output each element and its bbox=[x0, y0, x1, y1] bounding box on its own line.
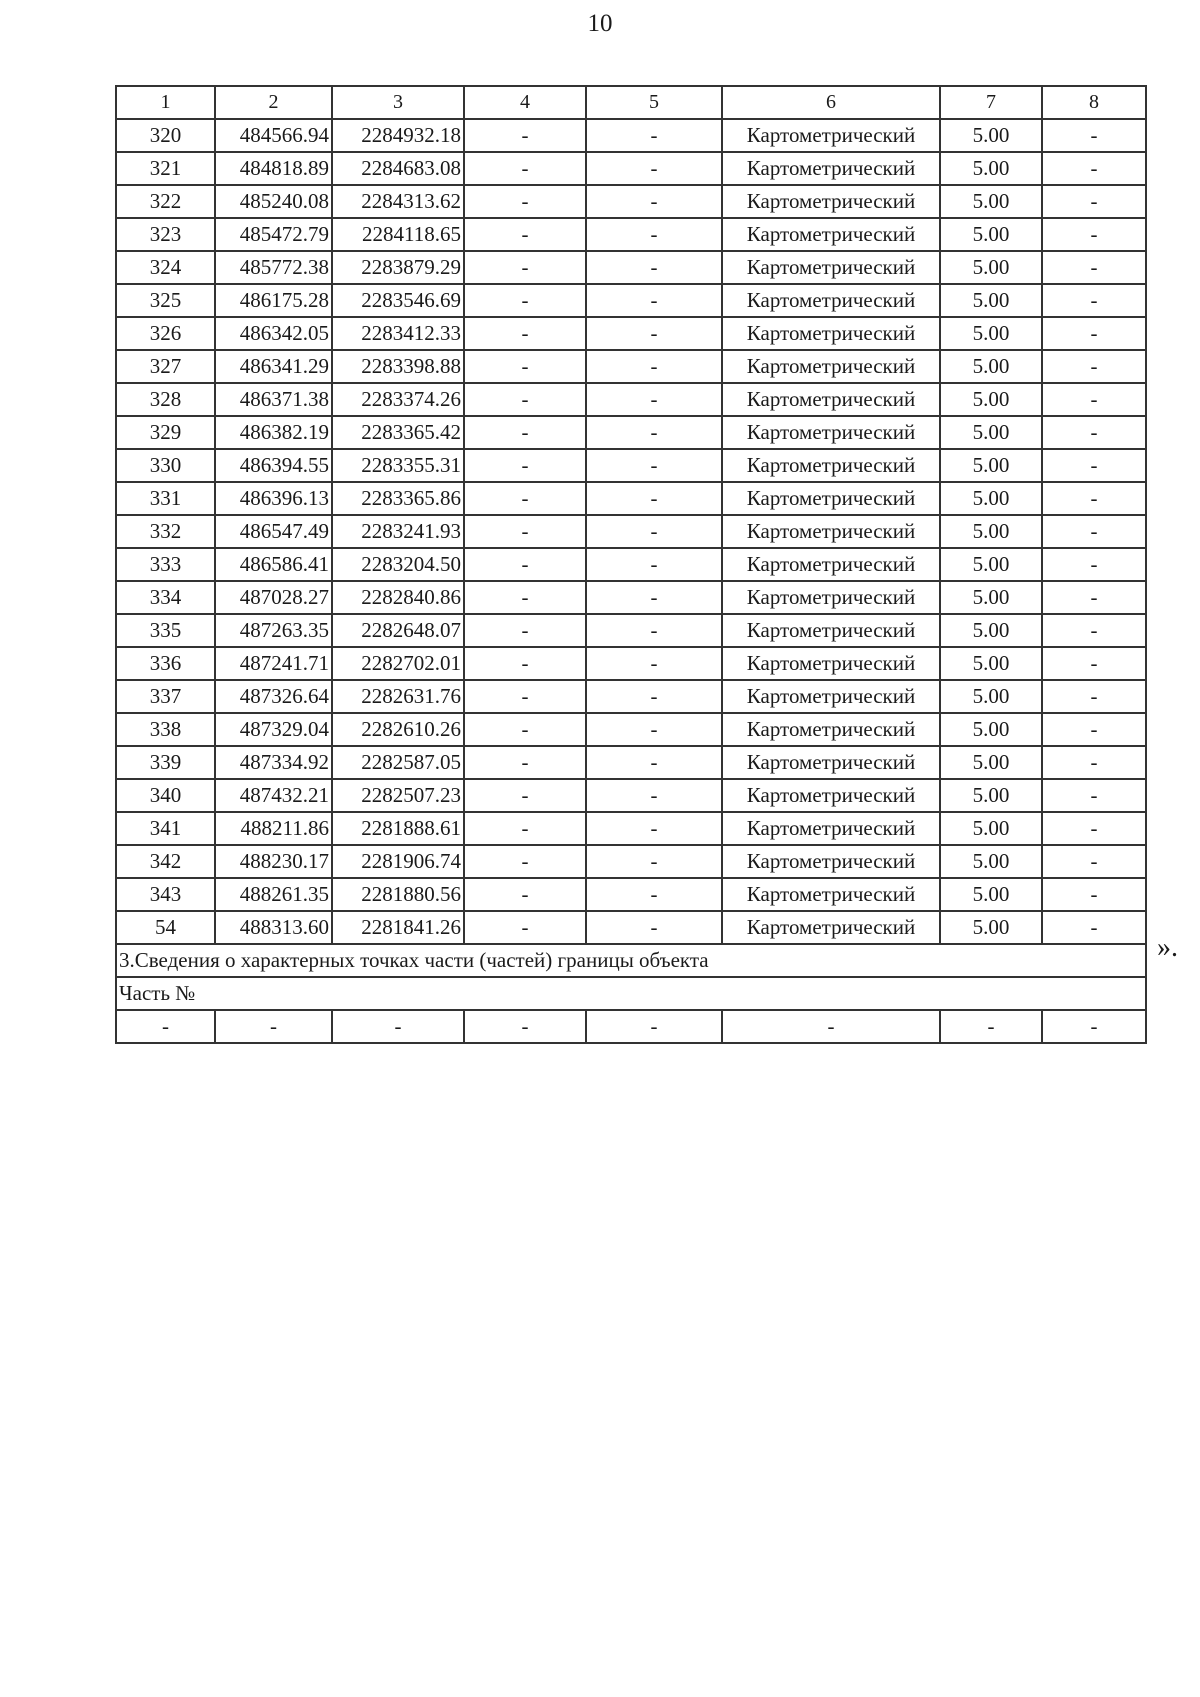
col5-value: - bbox=[586, 482, 722, 515]
x-coordinate: 486394.55 bbox=[215, 449, 332, 482]
accuracy: 5.00 bbox=[940, 746, 1042, 779]
col8-value: - bbox=[1042, 482, 1146, 515]
method: Картометрический bbox=[722, 581, 940, 614]
accuracy: 5.00 bbox=[940, 350, 1042, 383]
point-number: 54 bbox=[116, 911, 215, 944]
col8-value: - bbox=[1042, 317, 1146, 350]
table-body bbox=[116, 86, 1146, 1043]
col8-value: - bbox=[1042, 185, 1146, 218]
col8-value: - bbox=[1042, 647, 1146, 680]
col8-value: - bbox=[1042, 680, 1146, 713]
col4-value: - bbox=[464, 614, 586, 647]
x-coordinate: 486175.28 bbox=[215, 284, 332, 317]
point-number: 332 bbox=[116, 515, 215, 548]
table-header-row bbox=[116, 86, 1146, 119]
accuracy: 5.00 bbox=[940, 152, 1042, 185]
accuracy: 5.00 bbox=[940, 911, 1042, 944]
method: Картометрический bbox=[722, 317, 940, 350]
table-row bbox=[116, 911, 1146, 944]
y-coordinate: 2282631.76 bbox=[332, 680, 464, 713]
col5-value: - bbox=[586, 746, 722, 779]
y-coordinate: 2283241.93 bbox=[332, 515, 464, 548]
col4-value: - bbox=[464, 779, 586, 812]
x-coordinate: 488261.35 bbox=[215, 878, 332, 911]
col4-value: - bbox=[464, 284, 586, 317]
col8-value: - bbox=[1042, 614, 1146, 647]
col8-value: - bbox=[1042, 515, 1146, 548]
accuracy: 5.00 bbox=[940, 482, 1042, 515]
x-coordinate: 484818.89 bbox=[215, 152, 332, 185]
x-coordinate: 487263.35 bbox=[215, 614, 332, 647]
accuracy: 5.00 bbox=[940, 878, 1042, 911]
empty-cell: - bbox=[215, 1010, 332, 1043]
col4-value: - bbox=[464, 713, 586, 746]
col4-value: - bbox=[464, 416, 586, 449]
part-label-row bbox=[116, 977, 1146, 1010]
point-number: 325 bbox=[116, 284, 215, 317]
y-coordinate: 2282840.86 bbox=[332, 581, 464, 614]
y-coordinate: 2281906.74 bbox=[332, 845, 464, 878]
point-number: 340 bbox=[116, 779, 215, 812]
col5-value: - bbox=[586, 515, 722, 548]
accuracy: 5.00 bbox=[940, 251, 1042, 284]
method: Картометрический bbox=[722, 482, 940, 515]
col4-value: - bbox=[464, 548, 586, 581]
x-coordinate: 487241.71 bbox=[215, 647, 332, 680]
x-coordinate: 487432.21 bbox=[215, 779, 332, 812]
col5-value: - bbox=[586, 878, 722, 911]
y-coordinate: 2282587.05 bbox=[332, 746, 464, 779]
col4-value: - bbox=[464, 449, 586, 482]
point-number: 328 bbox=[116, 383, 215, 416]
y-coordinate: 2281888.61 bbox=[332, 812, 464, 845]
table-row bbox=[116, 449, 1146, 482]
method: Картометрический bbox=[722, 878, 940, 911]
method: Картометрический bbox=[722, 911, 940, 944]
point-number: 341 bbox=[116, 812, 215, 845]
y-coordinate: 2283546.69 bbox=[332, 284, 464, 317]
method: Картометрический bbox=[722, 614, 940, 647]
point-number: 333 bbox=[116, 548, 215, 581]
col8-value: - bbox=[1042, 416, 1146, 449]
method: Картометрический bbox=[722, 515, 940, 548]
method: Картометрический bbox=[722, 185, 940, 218]
accuracy: 5.00 bbox=[940, 713, 1042, 746]
y-coordinate: 2281880.56 bbox=[332, 878, 464, 911]
accuracy: 5.00 bbox=[940, 284, 1042, 317]
col5-value: - bbox=[586, 812, 722, 845]
coordinates-table bbox=[115, 85, 1147, 1044]
x-coordinate: 486341.29 bbox=[215, 350, 332, 383]
col8-value: - bbox=[1042, 746, 1146, 779]
col4-value: - bbox=[464, 845, 586, 878]
col8-value: - bbox=[1042, 152, 1146, 185]
col5-value: - bbox=[586, 845, 722, 878]
method: Картометрический bbox=[722, 779, 940, 812]
method: Картометрический bbox=[722, 680, 940, 713]
y-coordinate: 2283879.29 bbox=[332, 251, 464, 284]
y-coordinate: 2281841.26 bbox=[332, 911, 464, 944]
table-row bbox=[116, 218, 1146, 251]
col5-value: - bbox=[586, 185, 722, 218]
table-row bbox=[116, 548, 1146, 581]
col5-value: - bbox=[586, 548, 722, 581]
table-row bbox=[116, 614, 1146, 647]
accuracy: 5.00 bbox=[940, 614, 1042, 647]
empty-cell: - bbox=[116, 1010, 215, 1043]
empty-part-row bbox=[116, 1010, 1146, 1043]
x-coordinate: 485772.38 bbox=[215, 251, 332, 284]
table-row bbox=[116, 779, 1146, 812]
table-row bbox=[116, 812, 1146, 845]
col4-value: - bbox=[464, 251, 586, 284]
empty-cell: - bbox=[940, 1010, 1042, 1043]
y-coordinate: 2282648.07 bbox=[332, 614, 464, 647]
accuracy: 5.00 bbox=[940, 548, 1042, 581]
y-coordinate: 2282507.23 bbox=[332, 779, 464, 812]
table-row bbox=[116, 383, 1146, 416]
point-number: 337 bbox=[116, 680, 215, 713]
method: Картометрический bbox=[722, 812, 940, 845]
col5-value: - bbox=[586, 251, 722, 284]
method: Картометрический bbox=[722, 152, 940, 185]
method: Картометрический bbox=[722, 218, 940, 251]
x-coordinate: 487334.92 bbox=[215, 746, 332, 779]
method: Картометрический bbox=[722, 119, 940, 152]
point-number: 339 bbox=[116, 746, 215, 779]
col4-value: - bbox=[464, 152, 586, 185]
x-coordinate: 484566.94 bbox=[215, 119, 332, 152]
col4-value: - bbox=[464, 746, 586, 779]
table-row bbox=[116, 482, 1146, 515]
method: Картометрический bbox=[722, 350, 940, 383]
point-number: 330 bbox=[116, 449, 215, 482]
y-coordinate: 2283204.50 bbox=[332, 548, 464, 581]
accuracy: 5.00 bbox=[940, 185, 1042, 218]
point-number: 320 bbox=[116, 119, 215, 152]
col4-value: - bbox=[464, 383, 586, 416]
y-coordinate: 2282702.01 bbox=[332, 647, 464, 680]
y-coordinate: 2283355.31 bbox=[332, 449, 464, 482]
table-row bbox=[116, 152, 1146, 185]
col5-value: - bbox=[586, 416, 722, 449]
col5-value: - bbox=[586, 911, 722, 944]
col8-value: - bbox=[1042, 812, 1146, 845]
page-number: 10 bbox=[587, 10, 613, 37]
point-number: 322 bbox=[116, 185, 215, 218]
accuracy: 5.00 bbox=[940, 218, 1042, 251]
column-header: 6 bbox=[722, 86, 940, 119]
y-coordinate: 2284932.18 bbox=[332, 119, 464, 152]
col4-value: - bbox=[464, 119, 586, 152]
y-coordinate: 2283365.42 bbox=[332, 416, 464, 449]
col8-value: - bbox=[1042, 713, 1146, 746]
accuracy: 5.00 bbox=[940, 647, 1042, 680]
part-label: Часть № bbox=[116, 977, 1146, 1010]
col4-value: - bbox=[464, 680, 586, 713]
accuracy: 5.00 bbox=[940, 581, 1042, 614]
y-coordinate: 2282610.26 bbox=[332, 713, 464, 746]
x-coordinate: 487329.04 bbox=[215, 713, 332, 746]
col8-value: - bbox=[1042, 449, 1146, 482]
col5-value: - bbox=[586, 218, 722, 251]
table-row bbox=[116, 251, 1146, 284]
accuracy: 5.00 bbox=[940, 779, 1042, 812]
section-title-row bbox=[116, 944, 1146, 977]
table-row bbox=[116, 713, 1146, 746]
accuracy: 5.00 bbox=[940, 416, 1042, 449]
col5-value: - bbox=[586, 614, 722, 647]
col5-value: - bbox=[586, 383, 722, 416]
x-coordinate: 486371.38 bbox=[215, 383, 332, 416]
x-coordinate: 487326.64 bbox=[215, 680, 332, 713]
col5-value: - bbox=[586, 284, 722, 317]
point-number: 324 bbox=[116, 251, 215, 284]
x-coordinate: 486382.19 bbox=[215, 416, 332, 449]
empty-cell: - bbox=[332, 1010, 464, 1043]
x-coordinate: 485472.79 bbox=[215, 218, 332, 251]
y-coordinate: 2284118.65 bbox=[332, 218, 464, 251]
col4-value: - bbox=[464, 482, 586, 515]
col5-value: - bbox=[586, 119, 722, 152]
empty-cell: - bbox=[1042, 1010, 1146, 1043]
x-coordinate: 486396.13 bbox=[215, 482, 332, 515]
point-number: 321 bbox=[116, 152, 215, 185]
col8-value: - bbox=[1042, 581, 1146, 614]
table-row bbox=[116, 284, 1146, 317]
point-number: 326 bbox=[116, 317, 215, 350]
col8-value: - bbox=[1042, 383, 1146, 416]
empty-cell: - bbox=[722, 1010, 940, 1043]
x-coordinate: 487028.27 bbox=[215, 581, 332, 614]
accuracy: 5.00 bbox=[940, 383, 1042, 416]
method: Картометрический bbox=[722, 416, 940, 449]
point-number: 338 bbox=[116, 713, 215, 746]
accuracy: 5.00 bbox=[940, 449, 1042, 482]
table-row bbox=[116, 746, 1146, 779]
y-coordinate: 2283412.33 bbox=[332, 317, 464, 350]
table-row bbox=[116, 680, 1146, 713]
col5-value: - bbox=[586, 350, 722, 383]
y-coordinate: 2283374.26 bbox=[332, 383, 464, 416]
method: Картометрический bbox=[722, 713, 940, 746]
accuracy: 5.00 bbox=[940, 119, 1042, 152]
point-number: 327 bbox=[116, 350, 215, 383]
col8-value: - bbox=[1042, 548, 1146, 581]
x-coordinate: 485240.08 bbox=[215, 185, 332, 218]
col8-value: - bbox=[1042, 350, 1146, 383]
empty-cell: - bbox=[464, 1010, 586, 1043]
method: Картометрический bbox=[722, 845, 940, 878]
table-row bbox=[116, 119, 1146, 152]
method: Картометрический bbox=[722, 647, 940, 680]
col5-value: - bbox=[586, 647, 722, 680]
section-title: 3.Сведения о характерных точках части (частей) границы объекта bbox=[116, 944, 1146, 977]
y-coordinate: 2284313.62 bbox=[332, 185, 464, 218]
x-coordinate: 488313.60 bbox=[215, 911, 332, 944]
point-number: 336 bbox=[116, 647, 215, 680]
col8-value: - bbox=[1042, 251, 1146, 284]
method: Картометрический bbox=[722, 548, 940, 581]
col8-value: - bbox=[1042, 911, 1146, 944]
col5-value: - bbox=[586, 317, 722, 350]
method: Картометрический bbox=[722, 383, 940, 416]
table-row bbox=[116, 647, 1146, 680]
column-header: 4 bbox=[464, 86, 586, 119]
accuracy: 5.00 bbox=[940, 812, 1042, 845]
point-number: 334 bbox=[116, 581, 215, 614]
table-row bbox=[116, 845, 1146, 878]
col5-value: - bbox=[586, 581, 722, 614]
table-row bbox=[116, 581, 1146, 614]
col4-value: - bbox=[464, 218, 586, 251]
col4-value: - bbox=[464, 647, 586, 680]
col4-value: - bbox=[464, 515, 586, 548]
method: Картометрический bbox=[722, 449, 940, 482]
accuracy: 5.00 bbox=[940, 680, 1042, 713]
col5-value: - bbox=[586, 152, 722, 185]
col8-value: - bbox=[1042, 845, 1146, 878]
point-number: 329 bbox=[116, 416, 215, 449]
x-coordinate: 486586.41 bbox=[215, 548, 332, 581]
column-header: 2 bbox=[215, 86, 332, 119]
point-number: 342 bbox=[116, 845, 215, 878]
col8-value: - bbox=[1042, 779, 1146, 812]
col4-value: - bbox=[464, 185, 586, 218]
col5-value: - bbox=[586, 713, 722, 746]
method: Картометрический bbox=[722, 284, 940, 317]
closing-quote-mark: ». bbox=[1157, 932, 1178, 963]
table-row bbox=[116, 515, 1146, 548]
table-row bbox=[116, 185, 1146, 218]
column-header: 3 bbox=[332, 86, 464, 119]
col8-value: - bbox=[1042, 878, 1146, 911]
method: Картометрический bbox=[722, 746, 940, 779]
y-coordinate: 2283365.86 bbox=[332, 482, 464, 515]
col4-value: - bbox=[464, 878, 586, 911]
column-header: 7 bbox=[940, 86, 1042, 119]
col4-value: - bbox=[464, 812, 586, 845]
point-number: 335 bbox=[116, 614, 215, 647]
col5-value: - bbox=[586, 449, 722, 482]
col4-value: - bbox=[464, 350, 586, 383]
column-header: 8 bbox=[1042, 86, 1146, 119]
col5-value: - bbox=[586, 680, 722, 713]
col8-value: - bbox=[1042, 119, 1146, 152]
accuracy: 5.00 bbox=[940, 317, 1042, 350]
table-row bbox=[116, 878, 1146, 911]
column-header: 5 bbox=[586, 86, 722, 119]
col4-value: - bbox=[464, 581, 586, 614]
x-coordinate: 488230.17 bbox=[215, 845, 332, 878]
point-number: 323 bbox=[116, 218, 215, 251]
empty-cell: - bbox=[586, 1010, 722, 1043]
x-coordinate: 488211.86 bbox=[215, 812, 332, 845]
col5-value: - bbox=[586, 779, 722, 812]
col4-value: - bbox=[464, 911, 586, 944]
table-row bbox=[116, 416, 1146, 449]
x-coordinate: 486342.05 bbox=[215, 317, 332, 350]
y-coordinate: 2283398.88 bbox=[332, 350, 464, 383]
table-row bbox=[116, 350, 1146, 383]
point-number: 331 bbox=[116, 482, 215, 515]
method: Картометрический bbox=[722, 251, 940, 284]
point-number: 343 bbox=[116, 878, 215, 911]
accuracy: 5.00 bbox=[940, 845, 1042, 878]
column-header: 1 bbox=[116, 86, 215, 119]
col8-value: - bbox=[1042, 284, 1146, 317]
accuracy: 5.00 bbox=[940, 515, 1042, 548]
col4-value: - bbox=[464, 317, 586, 350]
col8-value: - bbox=[1042, 218, 1146, 251]
table-row bbox=[116, 317, 1146, 350]
y-coordinate: 2284683.08 bbox=[332, 152, 464, 185]
x-coordinate: 486547.49 bbox=[215, 515, 332, 548]
